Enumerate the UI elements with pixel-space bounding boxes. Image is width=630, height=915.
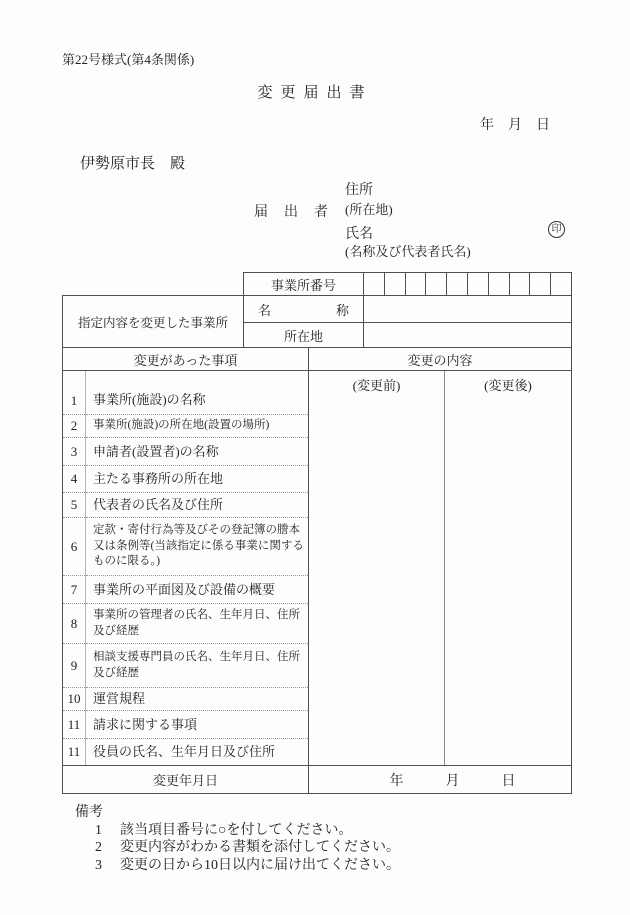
after-column: (変更後) xyxy=(445,371,572,766)
item-label: 運営規程 xyxy=(86,688,309,711)
item-label: 申請者(設置者)の名称 xyxy=(86,438,309,466)
form-number: 第22号様式(第4条関係) xyxy=(62,52,195,67)
note-item xyxy=(95,857,400,875)
office-number-label: 事業所番号 xyxy=(244,273,364,296)
note-text: 該当項目番号に○を付してください。 xyxy=(120,822,353,838)
item-label: 事業所(施設)の所在地(設置の場所) xyxy=(86,415,309,438)
office-number-cell xyxy=(488,273,509,296)
office-number-cell xyxy=(384,273,405,296)
item-number: 10 xyxy=(63,688,86,711)
item-number: 7 xyxy=(63,576,86,604)
item-label: 相談支援専門員の氏名、生年月日、住所及び経歴 xyxy=(86,644,309,688)
spacer-cell xyxy=(63,273,244,296)
address-label: 住所 xyxy=(345,183,373,198)
notes-title: 備考 xyxy=(75,805,103,820)
item-label: 事業所(施設)の名称 xyxy=(86,371,309,415)
office-number-cell xyxy=(364,273,385,296)
change-date-label: 変更年月日 xyxy=(63,766,309,794)
office-name-value xyxy=(364,296,572,323)
addressee: 伊勢原市長 殿 xyxy=(80,156,186,172)
changed-office-label: 指定内容を変更した事業所 xyxy=(63,296,244,348)
office-name-label: 名 称 xyxy=(244,296,364,323)
item-label: 事業所の管理者の氏名、生年月日、住所及び経歴 xyxy=(86,604,309,644)
note-item xyxy=(95,822,400,840)
note-item xyxy=(95,839,400,857)
form-title: 変更届出書 xyxy=(257,85,373,101)
office-number-cell xyxy=(530,273,551,296)
item-label: 事業所の平面図及び設備の概要 xyxy=(86,576,309,604)
item-number: 11 xyxy=(63,739,86,766)
office-info-table xyxy=(62,272,572,348)
item-number: 8 xyxy=(63,604,86,644)
item-number: 1 xyxy=(63,371,86,415)
note-text: 変更内容がわかる書類を添付してください。 xyxy=(120,840,400,855)
content-header: 変更の内容 xyxy=(309,348,572,371)
item-label: 役員の氏名、生年月日及び住所 xyxy=(86,739,309,766)
note-number: 1 xyxy=(95,822,102,838)
item-number: 2 xyxy=(63,415,86,438)
address-sublabel: (所在地) xyxy=(345,202,393,217)
name-label: 氏名 xyxy=(345,227,373,242)
before-column: (変更前) xyxy=(309,371,445,766)
seal-stamp-icon: 印 xyxy=(548,221,565,238)
item-label: 請求に関する事項 xyxy=(86,711,309,739)
item-number: 5 xyxy=(63,493,86,518)
name-sublabel: (名称及び代表者氏名) xyxy=(345,244,471,259)
items-header: 変更があった事項 xyxy=(63,348,309,371)
notifier-label: 届出者 xyxy=(254,205,344,220)
change-date-value: 年 月 日 xyxy=(309,766,572,794)
office-number-cell xyxy=(467,273,488,296)
note-text: 変更の日から10日以内に届け出てください。 xyxy=(120,857,400,873)
notes-section xyxy=(75,804,400,874)
item-number: 3 xyxy=(63,438,86,466)
item-number: 11 xyxy=(63,711,86,739)
office-number-cell xyxy=(405,273,426,296)
item-number: 4 xyxy=(63,466,86,493)
office-number-cell xyxy=(551,273,572,296)
date-line: 年 月 日 xyxy=(480,118,550,133)
item-label: 代表者の氏名及び住所 xyxy=(86,493,309,518)
office-number-cell xyxy=(509,273,530,296)
office-number-cell xyxy=(426,273,447,296)
item-number: 6 xyxy=(63,518,86,576)
note-number: 3 xyxy=(95,857,102,873)
office-location-value xyxy=(364,323,572,348)
item-label: 定款・寄付行為等及びその登記簿の謄本又は条例等(当該指定に係る事業に関するものに限る。) xyxy=(86,518,309,576)
change-table xyxy=(62,347,572,794)
office-location-label: 所在地 xyxy=(244,323,364,348)
note-number: 2 xyxy=(95,840,102,855)
office-number-cell xyxy=(447,273,468,296)
item-label: 主たる事務所の所在地 xyxy=(86,466,309,493)
item-number: 9 xyxy=(63,644,86,688)
